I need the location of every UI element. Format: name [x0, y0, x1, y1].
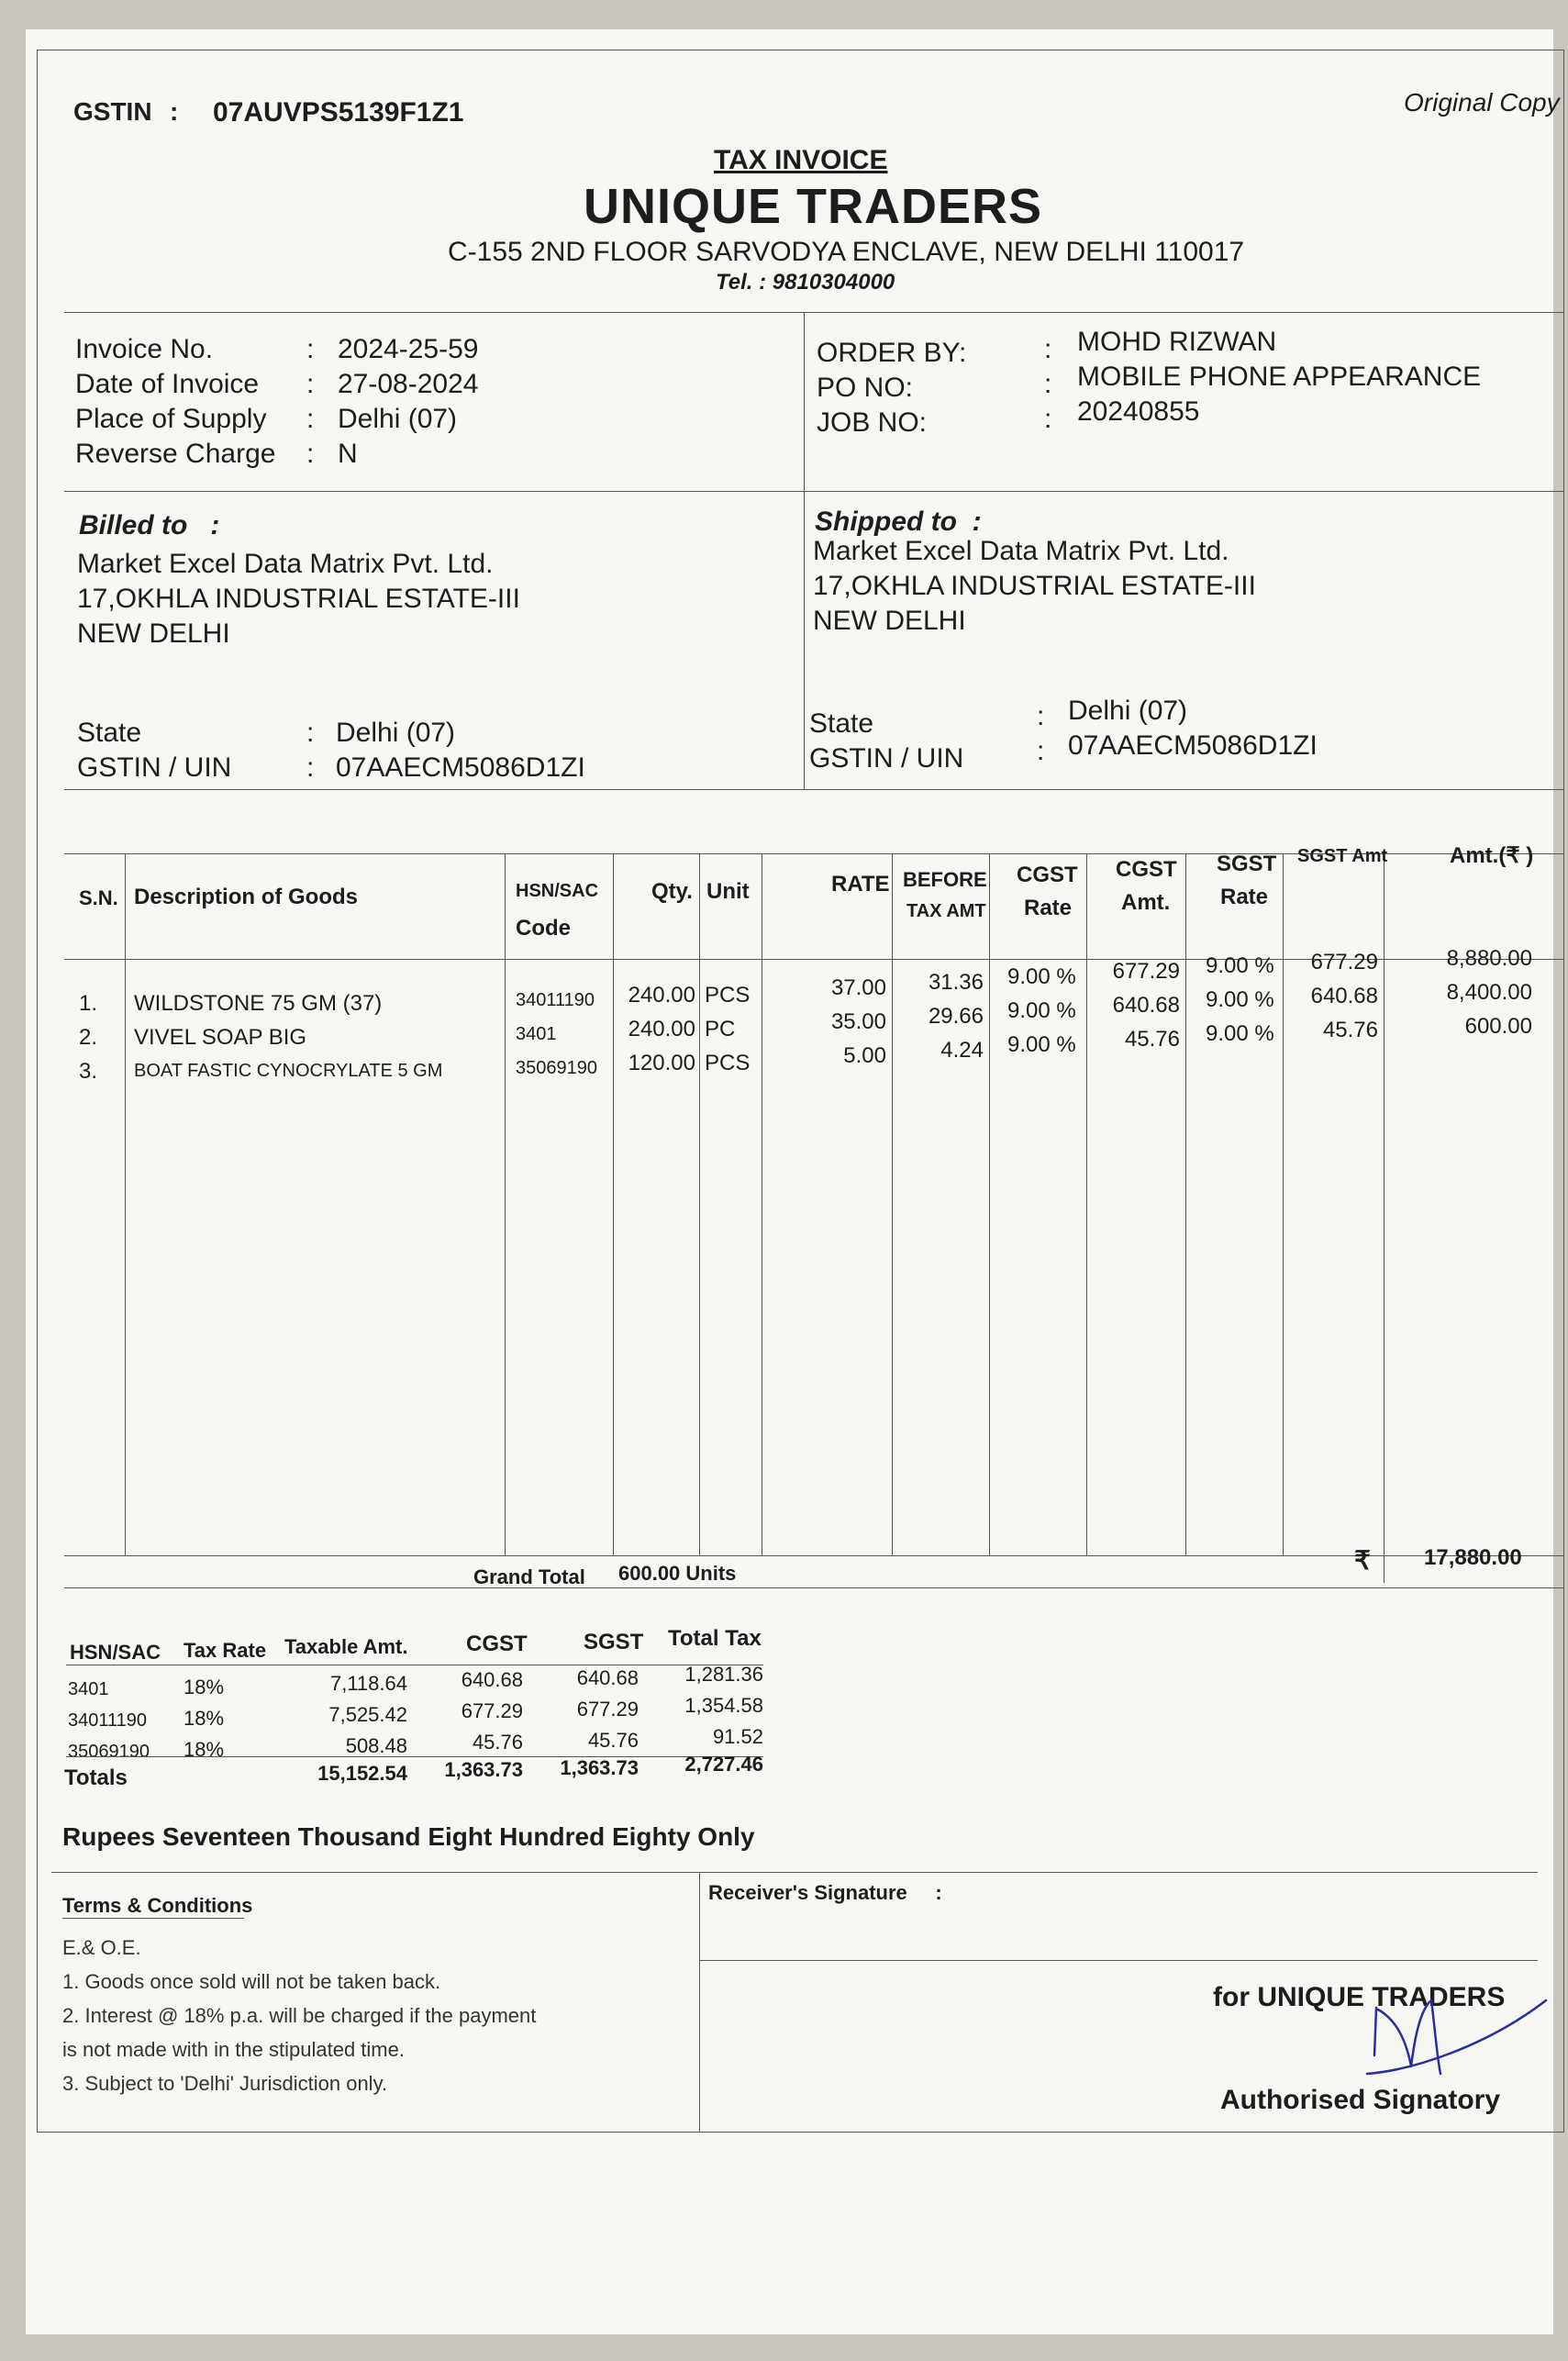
divider [699, 1960, 1538, 1961]
col-unit [705, 978, 750, 1080]
tax-col-header: Tax Rate [183, 1639, 267, 1662]
table-cell: 8,400.00 [1446, 980, 1532, 1005]
table-cell: 37.00 [830, 975, 886, 1000]
tax-totals-label: Totals [64, 1765, 128, 1790]
tax-col-rate [183, 1672, 224, 1765]
tax-col-header: Taxable Amt. [284, 1635, 408, 1658]
divider [64, 1555, 1564, 1556]
company-name: UNIQUE TRADERS [584, 179, 1043, 234]
table-cell: 677.29 [1310, 950, 1378, 974]
company-address: C-155 2ND FLOOR SARVODYA ENCLAVE, NEW DELHI 110017 [448, 237, 1245, 267]
table-cell: 1. [79, 991, 98, 1016]
tax-col-header: SGST [584, 1630, 644, 1654]
col-before-header-2: TAX AMT [906, 901, 986, 921]
divider [62, 1918, 244, 1919]
table-cell: 9.00 % [1007, 998, 1076, 1023]
col-hsn-header-2: Code [516, 916, 571, 941]
invoice-date-label: Date of Invoice [75, 369, 260, 399]
billed-to-line: 17,OKHLA INDUSTRIAL ESTATE-III [77, 584, 520, 614]
col-hsn [516, 984, 597, 1086]
divider [51, 1872, 1538, 1873]
column-divider [699, 853, 700, 1555]
tax-total-total: 2,727.46 [684, 1753, 763, 1776]
tax-col-header: HSN/SAC [70, 1641, 161, 1664]
job-no-label: JOB NO: [817, 407, 928, 438]
billed-to-state-gstin-labels [77, 716, 231, 785]
table-cell: 35069190 [68, 1742, 150, 1762]
table-cell: 4.24 [940, 1038, 984, 1063]
table-cell: 677.29 [1112, 959, 1180, 984]
invoice-no-value: 2024-25-59 [338, 334, 479, 364]
shipped-to-line: NEW DELHI [813, 606, 966, 636]
gstin-value: 07AUVPS5139F1Z1 [213, 97, 464, 128]
company-telephone: Tel. : 9810304000 [716, 270, 895, 295]
col-sgst-rate [1206, 949, 1274, 1051]
column-divider [1185, 853, 1186, 1555]
terms-line: 3. Subject to 'Delhi' Jurisdiction only. [62, 2072, 388, 2095]
place-of-supply-label: Place of Supply [75, 404, 267, 434]
billed-to-line: NEW DELHI [77, 618, 230, 649]
terms-line: E.& O.E. [62, 1936, 141, 1959]
divider [64, 491, 1564, 492]
tax-col-header: Total Tax [668, 1626, 762, 1651]
table-cell: BOAT FASTIC CYNOCRYLATE 5 GM [134, 1061, 443, 1081]
table-cell: 7,525.42 [328, 1703, 407, 1726]
col-cgst-rate [1007, 960, 1076, 1062]
table-cell: VIVEL SOAP BIG [134, 1025, 307, 1050]
col-desc-header: Description of Goods [134, 885, 359, 909]
table-cell: 5.00 [843, 1043, 886, 1068]
column-divider [1283, 853, 1284, 1555]
shipped-state-label: State [809, 708, 874, 739]
table-cell: PCS [705, 1051, 751, 1075]
invoice-date-value: 27-08-2024 [338, 369, 479, 399]
col-cgst-amt-header-2: Amt. [1121, 890, 1171, 915]
col-sgst-amt-header: SGST Amt [1297, 846, 1388, 866]
tax-total-cgst: 1,363.73 [444, 1758, 523, 1781]
tax-total-sgst: 1,363.73 [560, 1756, 639, 1779]
reverse-charge-value: N [338, 439, 358, 469]
shipped-gstin-value: 07AAECM5086D1ZI [1068, 730, 1318, 761]
col-cgst-rate-header: CGST [1017, 863, 1078, 887]
billed-to-heading: Billed to : [79, 510, 220, 540]
table-cell: 9.00 % [1007, 1032, 1076, 1057]
col-qty [620, 978, 695, 1080]
order-info-colons: : : : [1044, 334, 1052, 434]
signature-mark [1358, 1982, 1551, 2101]
amount-in-words: Rupees Seventeen Thousand Eight Hundred Eighty Only [62, 1822, 755, 1851]
table-cell: 34011190 [516, 990, 595, 1010]
table-cell: 1,354.58 [684, 1694, 763, 1717]
table-cell: 677.29 [461, 1699, 523, 1722]
invoice-info-colons: : : : : [306, 334, 315, 469]
grand-total-units: 600.00 Units [618, 1562, 737, 1585]
col-sn-header: S.N. [79, 886, 118, 909]
tax-col-taxable [284, 1668, 407, 1762]
column-divider [1384, 853, 1385, 1555]
col-before-tax [899, 965, 984, 1067]
divider [804, 312, 805, 789]
shipped-colons: : : [1037, 701, 1045, 766]
rupee-icon: ₹ [1354, 1546, 1371, 1575]
doc-title: TAX INVOICE [714, 145, 888, 175]
table-cell: 29.66 [928, 1004, 984, 1029]
terms-line: 1. Goods once sold will not be taken back. [62, 1970, 441, 1993]
table-cell: 2. [79, 1025, 98, 1050]
shipped-to-state-gstin-values [1068, 694, 1318, 763]
shipped-to-line: Market Excel Data Matrix Pvt. Ltd. [813, 536, 1229, 566]
table-cell: 640.68 [461, 1668, 523, 1691]
shipped-to-address [813, 534, 1256, 639]
column-divider [989, 853, 990, 1555]
table-cell: 240.00 [628, 1017, 695, 1041]
for-company: for UNIQUE TRADERS [1213, 1982, 1506, 2012]
order-by-label: ORDER BY: [817, 338, 967, 368]
order-by-value: MOHD RIZWAN [1077, 327, 1277, 357]
gstin-label: GSTIN [73, 97, 152, 126]
table-cell: 91.52 [712, 1725, 763, 1748]
table-cell: 31.36 [928, 970, 984, 995]
terms-line: is not made with in the stipulated time. [62, 2038, 405, 2061]
copy-label: Original Copy [1404, 88, 1560, 117]
order-info-labels [817, 336, 966, 440]
shipped-to-line: 17,OKHLA INDUSTRIAL ESTATE-III [813, 571, 1256, 601]
receiver-signature-label: Receiver's Signature : [708, 1881, 942, 1904]
table-cell: 640.68 [1112, 993, 1180, 1018]
tax-col-hsn [68, 1674, 150, 1767]
column-divider [505, 853, 506, 1555]
table-cell: 34011190 [68, 1710, 148, 1731]
tax-col-sgst [547, 1663, 639, 1756]
billed-state-label: State [77, 718, 142, 748]
billed-gstin-label: GSTIN / UIN [77, 752, 232, 783]
col-cgst-amt-header: CGST [1116, 857, 1177, 882]
grand-total-label: Grand Total [473, 1565, 585, 1588]
authorised-signatory: Authorised Signatory [1220, 2085, 1501, 2115]
table-cell: 508.48 [345, 1734, 407, 1757]
table-cell: PCS [705, 983, 751, 1008]
divider [64, 1587, 1564, 1588]
column-divider [1086, 853, 1087, 1555]
col-rate [807, 971, 886, 1073]
table-cell: 240.00 [628, 983, 695, 1008]
shipped-gstin-label: GSTIN / UIN [809, 743, 964, 774]
terms-list [62, 1931, 536, 2100]
job-no-value: 20240855 [1077, 396, 1200, 427]
table-cell: 9.00 % [1206, 1021, 1274, 1046]
tax-col-header: CGST [466, 1632, 528, 1656]
table-cell: PC [705, 1017, 736, 1041]
table-cell: 3401 [68, 1679, 109, 1699]
table-cell: 600.00 [1464, 1014, 1532, 1039]
terms-line: 2. Interest @ 18% p.a. will be charged if the payment [62, 2004, 537, 2027]
shipped-state-value: Delhi (07) [1068, 696, 1188, 726]
table-cell: 120.00 [628, 1051, 695, 1075]
gstin-colon: : [170, 97, 179, 126]
terms-heading: Terms & Conditions [62, 1894, 253, 1917]
column-divider [613, 853, 614, 1555]
col-sgst-rate-header-2: Rate [1220, 885, 1269, 909]
table-cell: 18% [183, 1707, 225, 1730]
po-no-value: MOBILE PHONE APPEARANCE [1077, 362, 1482, 392]
invoice-no-label: Invoice No. [75, 334, 214, 364]
divider [64, 789, 1564, 790]
tax-total-taxable: 15,152.54 [317, 1762, 407, 1785]
col-rate-header: RATE [831, 872, 890, 897]
table-cell: 8,880.00 [1446, 946, 1532, 971]
table-cell: 35.00 [830, 1009, 886, 1034]
divider [1384, 1528, 1385, 1583]
shipped-to-state-gstin-labels [809, 707, 963, 776]
billed-to-state-gstin-values [336, 716, 585, 785]
col-cgst-rate-header-2: Rate [1024, 896, 1073, 920]
table-cell: 9.00 % [1206, 953, 1274, 978]
table-cell: 640.68 [576, 1666, 639, 1689]
po-no-label: PO NO: [817, 373, 914, 403]
billed-colons: : : [306, 718, 315, 783]
col-hsn-header: HSN/SAC [516, 881, 599, 901]
table-cell: 35069190 [516, 1058, 597, 1078]
divider [699, 1872, 700, 2133]
place-of-supply-value: Delhi (07) [338, 404, 458, 434]
table-cell: 9.00 % [1206, 987, 1274, 1012]
reverse-charge-label: Reverse Charge [75, 439, 276, 469]
col-sn [79, 986, 97, 1088]
table-cell: 3401 [516, 1024, 557, 1044]
table-cell: WILDSTONE 75 GM (37) [134, 991, 383, 1016]
tax-col-cgst [431, 1665, 523, 1758]
col-qty-header: Qty. [651, 879, 693, 904]
table-cell: 9.00 % [1007, 964, 1076, 989]
table-cell: 3. [79, 1059, 98, 1084]
col-unit-header: Unit [706, 879, 750, 904]
billed-to-line: Market Excel Data Matrix Pvt. Ltd. [77, 549, 494, 579]
column-divider [125, 853, 126, 1555]
grand-total-amount: 17,880.00 [1424, 1545, 1522, 1570]
col-desc [134, 986, 442, 1088]
col-cgst-amt [1094, 954, 1180, 1056]
col-before-header: BEFORE [903, 868, 987, 891]
divider [64, 312, 1564, 313]
billed-to-address [77, 547, 520, 652]
shipped-to-heading: Shipped to : [815, 507, 982, 537]
col-sgst-rate-header: SGST [1217, 852, 1277, 876]
table-cell: 45.76 [1124, 1027, 1180, 1052]
table-cell: 18% [183, 1738, 225, 1761]
invoice-info-values [338, 332, 478, 472]
table-cell: 45.76 [1322, 1018, 1378, 1042]
invoice-info-labels [75, 332, 275, 472]
table-cell: 18% [183, 1676, 225, 1698]
tax-col-total [657, 1659, 763, 1753]
billed-state-value: Delhi (07) [336, 718, 456, 748]
table-cell: 640.68 [1310, 984, 1378, 1008]
col-amount [1395, 941, 1532, 1043]
table-cell: 45.76 [472, 1731, 523, 1754]
order-info-values [1077, 325, 1481, 429]
table-cell: 1,281.36 [684, 1663, 763, 1686]
table-cell: 45.76 [587, 1729, 639, 1752]
billed-gstin-value: 07AAECM5086D1ZI [336, 752, 585, 783]
col-sgst-amt [1288, 945, 1378, 1047]
column-divider [892, 853, 893, 1555]
table-cell: 7,118.64 [329, 1672, 407, 1695]
table-cell: 677.29 [576, 1698, 639, 1721]
col-amount-header: Amt.(₹ ) [1450, 843, 1534, 868]
